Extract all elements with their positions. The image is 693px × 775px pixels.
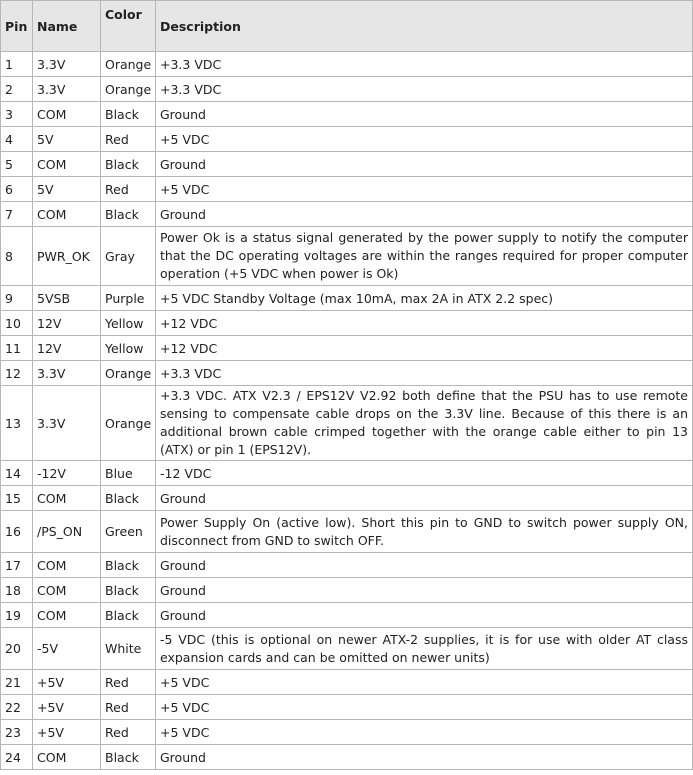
pin-cell: 9 — [1, 286, 33, 311]
color-cell: Red — [101, 695, 156, 720]
name-cell: 3.3V — [33, 361, 101, 386]
pin-cell: 16 — [1, 511, 33, 553]
name-cell: PWR_OK — [33, 227, 101, 286]
table-row — [1, 720, 693, 745]
table-row — [1, 603, 693, 628]
description-cell: Ground — [156, 578, 693, 603]
pin-cell: 17 — [1, 553, 33, 578]
name-cell: 5V — [33, 177, 101, 202]
pin-cell: 3 — [1, 102, 33, 127]
color-cell: Red — [101, 670, 156, 695]
name-cell: COM — [33, 553, 101, 578]
color-cell: Green — [101, 511, 156, 553]
table-row — [1, 628, 693, 670]
table-row — [1, 286, 693, 311]
color-cell: Red — [101, 177, 156, 202]
table-row — [1, 578, 693, 603]
description-cell: +5 VDC — [156, 127, 693, 152]
table-row — [1, 461, 693, 486]
description-cell: Ground — [156, 202, 693, 227]
name-cell: 12V — [33, 311, 101, 336]
color-cell: White — [101, 628, 156, 670]
color-cell: Black — [101, 578, 156, 603]
name-cell: 12V — [33, 336, 101, 361]
description-cell: +5 VDC — [156, 720, 693, 745]
table-row — [1, 336, 693, 361]
color-cell: Orange — [101, 361, 156, 386]
color-cell: Black — [101, 745, 156, 770]
color-cell: Black — [101, 202, 156, 227]
description-cell: +3.3 VDC — [156, 52, 693, 77]
table-row — [1, 202, 693, 227]
table-row — [1, 486, 693, 511]
color-cell: Red — [101, 127, 156, 152]
description-cell: Power Supply On (active low). Short this pin to GND to switch power supply ON, disconnect from GND to switch OFF. — [156, 511, 693, 553]
header-pin: Pin — [1, 1, 33, 52]
name-cell: 3.3V — [33, 77, 101, 102]
name-cell: COM — [33, 745, 101, 770]
name-cell: COM — [33, 202, 101, 227]
table-row — [1, 386, 693, 461]
name-cell: /PS_ON — [33, 511, 101, 553]
header-row — [1, 1, 693, 52]
header-name: Name — [33, 1, 101, 52]
color-cell: Orange — [101, 386, 156, 461]
pin-cell: 1 — [1, 52, 33, 77]
table-row — [1, 52, 693, 77]
description-cell: +3.3 VDC — [156, 361, 693, 386]
pin-cell: 6 — [1, 177, 33, 202]
pin-cell: 11 — [1, 336, 33, 361]
name-cell: COM — [33, 603, 101, 628]
name-cell: +5V — [33, 720, 101, 745]
description-cell: +12 VDC — [156, 336, 693, 361]
color-cell: Gray — [101, 227, 156, 286]
description-cell: Ground — [156, 152, 693, 177]
description-cell: +3.3 VDC — [156, 77, 693, 102]
pin-cell: 13 — [1, 386, 33, 461]
color-cell: Black — [101, 603, 156, 628]
table-row — [1, 553, 693, 578]
table-row — [1, 361, 693, 386]
name-cell: COM — [33, 102, 101, 127]
color-cell: Orange — [101, 77, 156, 102]
pin-cell: 10 — [1, 311, 33, 336]
pin-cell: 15 — [1, 486, 33, 511]
description-cell: Ground — [156, 486, 693, 511]
table-row — [1, 311, 693, 336]
color-cell: Red — [101, 720, 156, 745]
table-row — [1, 152, 693, 177]
pin-cell: 23 — [1, 720, 33, 745]
table-row — [1, 745, 693, 770]
header-color: Color — [101, 1, 156, 52]
description-cell: +5 VDC — [156, 670, 693, 695]
table-row — [1, 695, 693, 720]
description-cell: +3.3 VDC. ATX V2.3 / EPS12V V2.92 both define that the PSU has to use remote sensing to compensate cable drops on the 3.3V line. Because of this there is an additional brown cable crimped together with the orange cable either to pin 13 (ATX) or pin 1 (EPS12V). — [156, 386, 693, 461]
name-cell: COM — [33, 578, 101, 603]
name-cell: 3.3V — [33, 386, 101, 461]
name-cell: 5V — [33, 127, 101, 152]
name-cell: 5VSB — [33, 286, 101, 311]
table-row — [1, 102, 693, 127]
color-cell: Blue — [101, 461, 156, 486]
pin-cell: 8 — [1, 227, 33, 286]
pin-cell: 4 — [1, 127, 33, 152]
name-cell: +5V — [33, 695, 101, 720]
name-cell: COM — [33, 486, 101, 511]
color-cell: Purple — [101, 286, 156, 311]
description-cell: -5 VDC (this is optional on newer ATX-2 supplies, it is for use with older AT class expansion cards and can be omitted on newer units) — [156, 628, 693, 670]
header-description: Description — [156, 1, 693, 52]
table-row — [1, 77, 693, 102]
pin-cell: 14 — [1, 461, 33, 486]
color-cell: Black — [101, 553, 156, 578]
description-cell: -12 VDC — [156, 461, 693, 486]
description-cell: Ground — [156, 745, 693, 770]
pin-cell: 24 — [1, 745, 33, 770]
color-cell: Black — [101, 152, 156, 177]
color-cell: Black — [101, 486, 156, 511]
description-cell: Ground — [156, 603, 693, 628]
table-row — [1, 177, 693, 202]
pin-cell: 19 — [1, 603, 33, 628]
color-cell: Yellow — [101, 311, 156, 336]
name-cell: -12V — [33, 461, 101, 486]
pin-cell: 20 — [1, 628, 33, 670]
color-cell: Black — [101, 102, 156, 127]
table-row — [1, 127, 693, 152]
name-cell: COM — [33, 152, 101, 177]
pin-cell: 12 — [1, 361, 33, 386]
table-row — [1, 670, 693, 695]
pin-cell: 2 — [1, 77, 33, 102]
pin-cell: 18 — [1, 578, 33, 603]
pin-cell: 21 — [1, 670, 33, 695]
pin-cell: 5 — [1, 152, 33, 177]
color-cell: Orange — [101, 52, 156, 77]
name-cell: 3.3V — [33, 52, 101, 77]
name-cell: -5V — [33, 628, 101, 670]
pin-cell: 7 — [1, 202, 33, 227]
pin-cell: 22 — [1, 695, 33, 720]
description-cell: +5 VDC — [156, 695, 693, 720]
table-row — [1, 511, 693, 553]
color-cell: Yellow — [101, 336, 156, 361]
description-cell: Ground — [156, 102, 693, 127]
description-cell: +12 VDC — [156, 311, 693, 336]
description-cell: +5 VDC Standby Voltage (max 10mA, max 2A in ATX 2.2 spec) — [156, 286, 693, 311]
table-row — [1, 227, 693, 286]
description-cell: Ground — [156, 553, 693, 578]
name-cell: +5V — [33, 670, 101, 695]
description-cell: Power Ok is a status signal generated by the power supply to notify the computer that the DC operating voltages are within the ranges required for proper computer operation (+5 VDC when power is Ok) — [156, 227, 693, 286]
description-cell: +5 VDC — [156, 177, 693, 202]
